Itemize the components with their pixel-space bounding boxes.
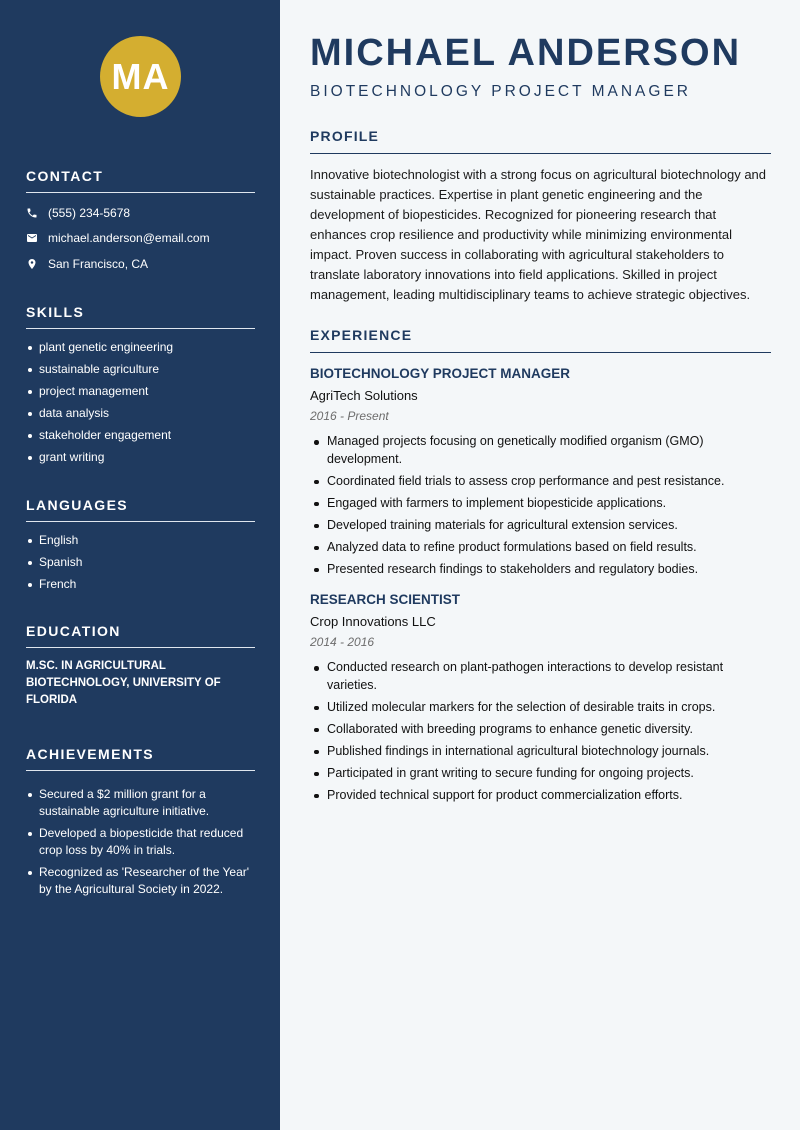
- job-bullet: Participated in grant writing to secure funding for ongoing projects.: [310, 765, 771, 783]
- contact-location: [26, 251, 255, 277]
- language-item: French: [26, 576, 255, 593]
- languages-section: [26, 497, 255, 598]
- job-bullets: [310, 659, 771, 804]
- company-name: AgriTech Solutions: [310, 388, 418, 403]
- skill-item: data analysis: [26, 405, 255, 422]
- skill-item: project management: [26, 383, 255, 400]
- company-name: Crop Innovations LLC: [310, 614, 436, 629]
- achievement-item: Recognized as 'Researcher of the Year' by the Agricultural Society in 2022.: [26, 864, 255, 898]
- job-title-header: BIOTECHNOLOGY PROJECT MANAGER: [310, 83, 691, 100]
- skill-item: plant genetic engineering: [26, 339, 255, 356]
- education-degree: M.SC. IN AGRICULTURAL BIOTECHNOLOGY, UNIVERSITY OF FLORIDA: [26, 660, 221, 706]
- avatar-initials: MA: [111, 55, 170, 97]
- achievement-item: Secured a $2 million grant for a sustainable agriculture initiative.: [26, 786, 255, 820]
- languages-heading: LANGUAGES: [26, 497, 255, 522]
- location-pin-icon: [26, 258, 48, 270]
- job-bullet: Developed training materials for agricultural extension services.: [310, 517, 771, 535]
- job-title: RESEARCH SCIENTIST: [310, 592, 461, 607]
- job-bullet: Presented research findings to stakeholders and regulatory bodies.: [310, 561, 771, 579]
- achievements-list: [26, 786, 255, 898]
- profile-text: Innovative biotechnologist with a strong focus on agricultural biotechnology and sustainable practices. Expertise in plant genetic engineering and the development of biopesticides. Recognized for pioneering research that enhances crop resilience and productivity while minimizing environmental impact. Proven success in collaborating with agricultural stakeholders to translate laboratory innovations into field applications. Skilled in project management, leading multidisciplinary teams to achieve strategic objectives.: [310, 167, 767, 302]
- email-icon: [26, 232, 48, 244]
- skills-section: [26, 304, 255, 471]
- profile-heading: PROFILE: [310, 128, 771, 154]
- job-bullet: Conducted research on plant-pathogen interactions to develop resistant varieties.: [310, 659, 771, 694]
- education-section: [26, 623, 255, 709]
- location-text: San Francisco, CA: [48, 256, 149, 271]
- experience-heading: EXPERIENCE: [310, 327, 771, 353]
- job-entry: [310, 592, 771, 804]
- languages-list: [26, 532, 255, 593]
- job-bullet: Engaged with farmers to implement biopesticide applications.: [310, 495, 771, 513]
- achievements-heading: ACHIEVEMENTS: [26, 746, 255, 771]
- job-entry: [310, 366, 771, 578]
- achievements-section: [26, 746, 255, 903]
- achievement-item: Developed a biopesticide that reduced crop loss by 40% in trials.: [26, 825, 255, 859]
- job-bullet: Collaborated with breeding programs to enhance genetic diversity.: [310, 721, 771, 739]
- contact-phone[interactable]: [26, 200, 255, 226]
- email-text: michael.anderson@email.com: [48, 231, 210, 246]
- skills-heading: SKILLS: [26, 304, 255, 329]
- experience-section: [310, 327, 771, 809]
- skill-item: stakeholder engagement: [26, 427, 255, 444]
- job-bullet: Coordinated field trials to assess crop performance and pest resistance.: [310, 473, 771, 491]
- profile-section: [310, 128, 771, 305]
- job-bullet: Provided technical support for product commercialization efforts.: [310, 787, 771, 805]
- contact-email[interactable]: [26, 226, 255, 252]
- contact-heading: CONTACT: [26, 168, 255, 193]
- job-bullets: [310, 433, 771, 578]
- job-bullet: Published findings in international agricultural biotechnology journals.: [310, 743, 771, 761]
- sidebar: [0, 0, 280, 1130]
- skills-list: [26, 339, 255, 466]
- job-bullet: Managed projects focusing on genetically modified organism (GMO) development.: [310, 433, 771, 468]
- avatar: [100, 36, 181, 117]
- language-item: English: [26, 532, 255, 549]
- candidate-name: MICHAEL ANDERSON: [310, 32, 742, 74]
- skill-item: sustainable agriculture: [26, 361, 255, 378]
- education-heading: EDUCATION: [26, 623, 255, 648]
- skill-item: grant writing: [26, 449, 255, 466]
- job-dates: 2014 - 2016: [310, 635, 375, 649]
- language-item: Spanish: [26, 554, 255, 571]
- job-bullet: Analyzed data to refine product formulations based on field results.: [310, 539, 771, 557]
- job-bullet: Utilized molecular markers for the selection of desirable traits in crops.: [310, 699, 771, 717]
- job-dates: 2016 - Present: [310, 409, 389, 423]
- phone-icon: [26, 207, 48, 219]
- contact-section: [26, 168, 255, 277]
- job-title: BIOTECHNOLOGY PROJECT MANAGER: [310, 366, 571, 381]
- phone-text: (555) 234-5678: [48, 205, 131, 220]
